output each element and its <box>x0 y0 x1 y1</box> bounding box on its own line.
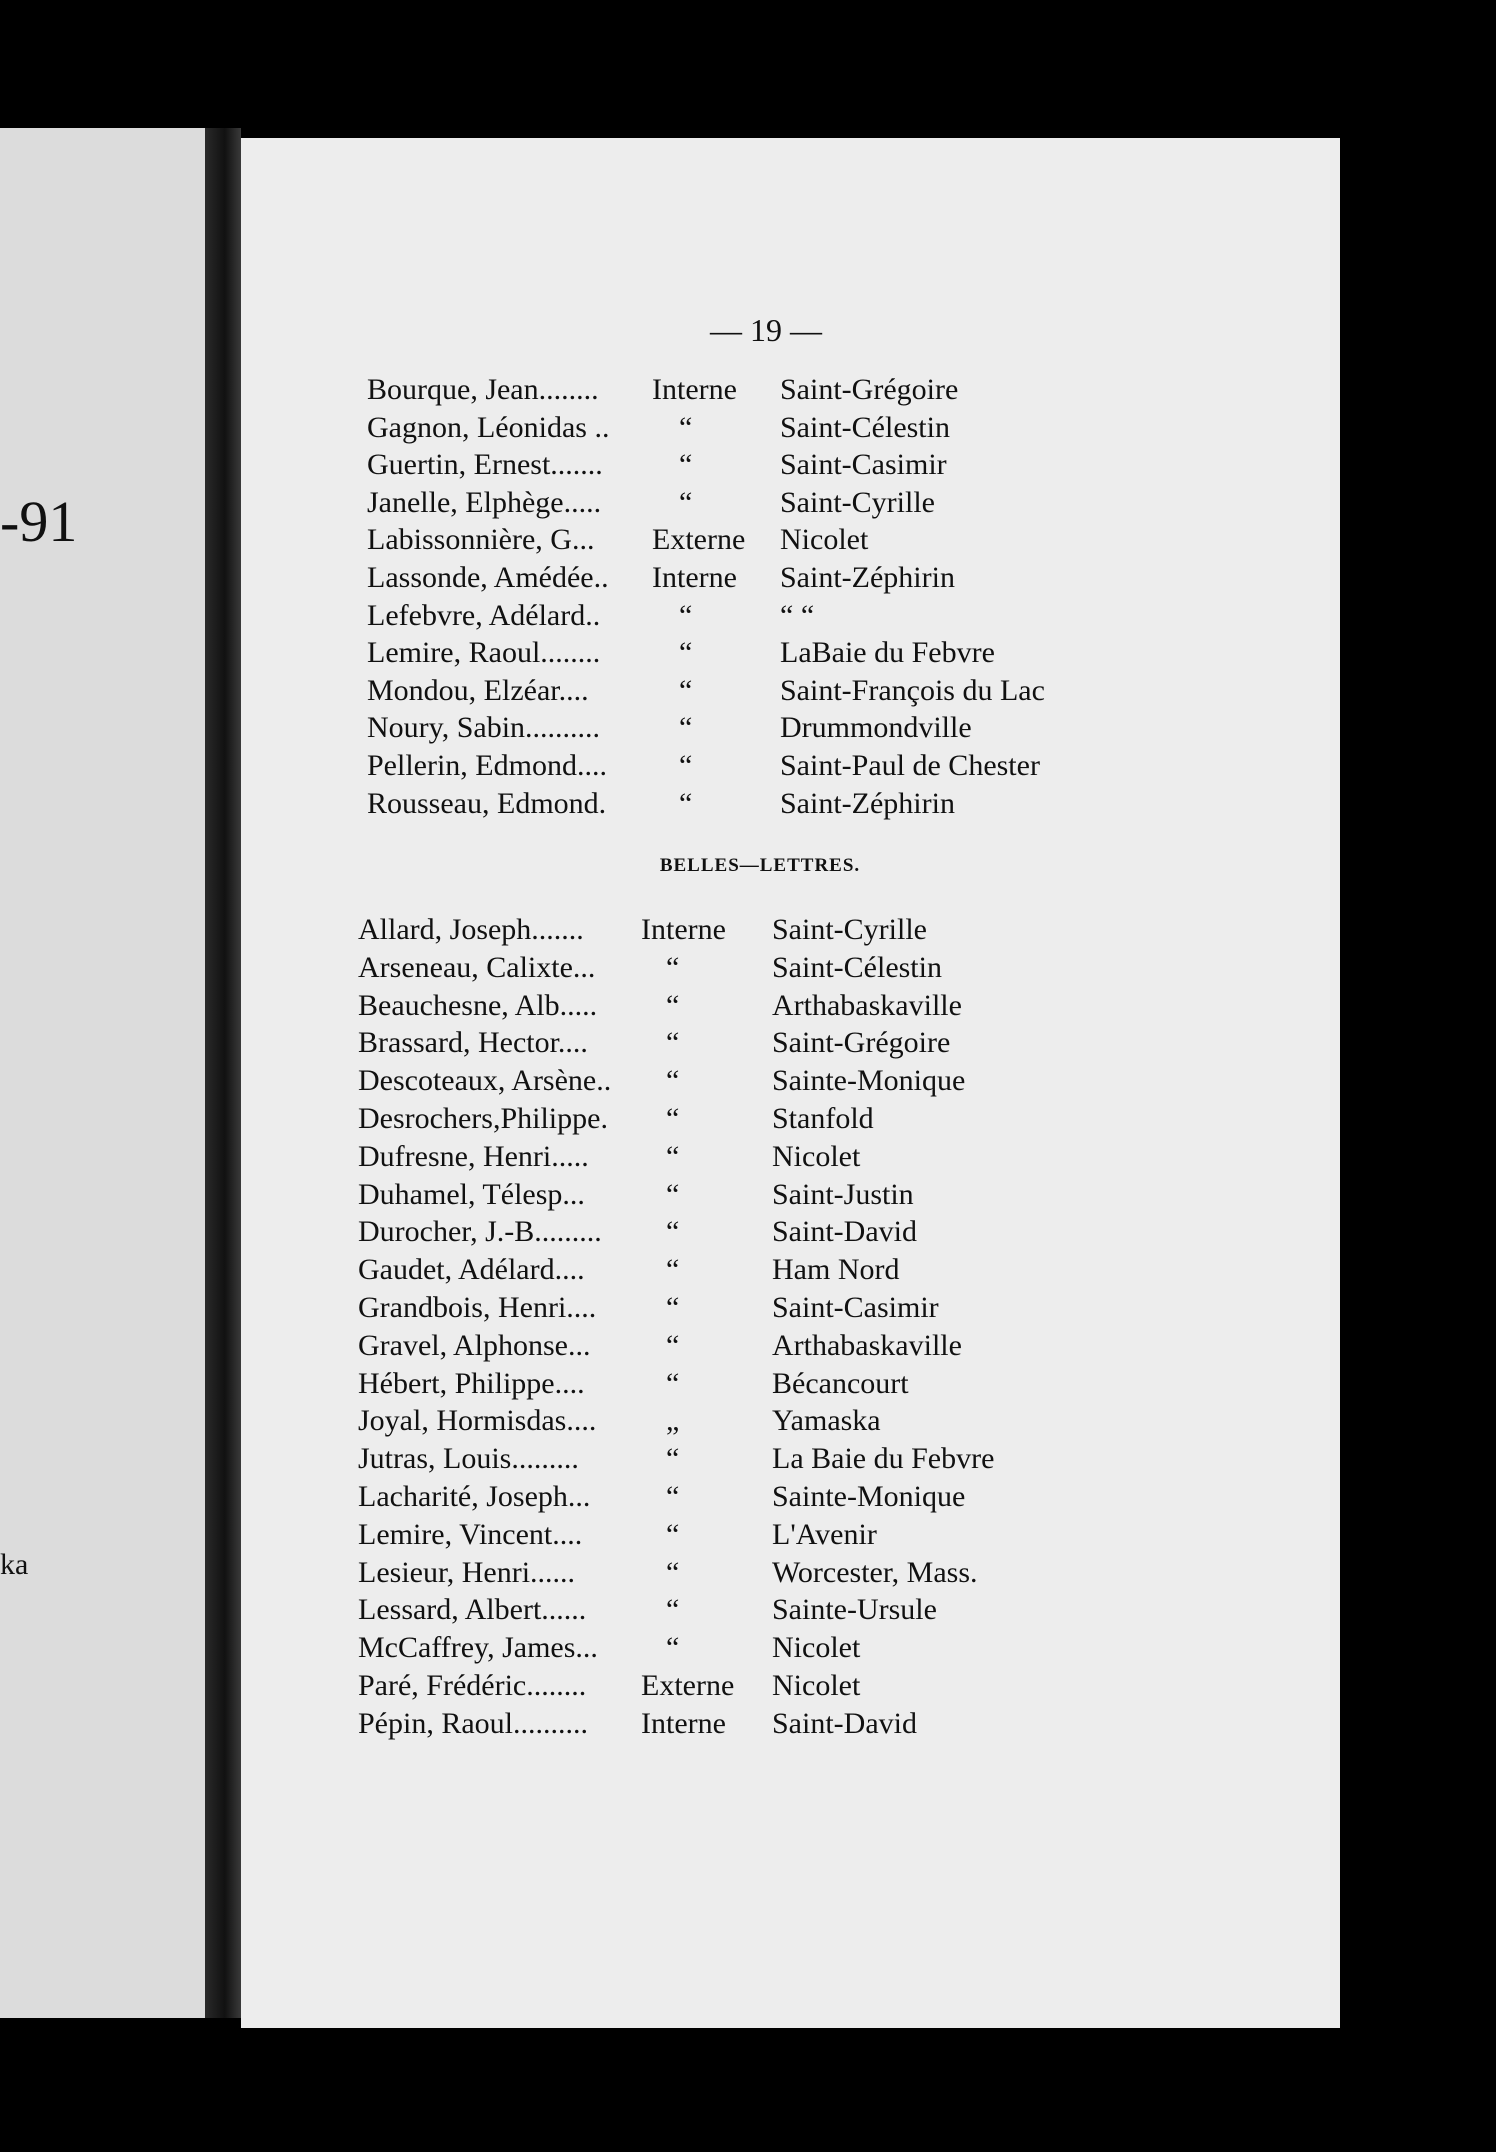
student-place: Sainte-Ursule <box>772 1593 937 1627</box>
student-status: “ <box>666 1177 680 1211</box>
student-name: Durocher, J.-B......... <box>358 1215 602 1249</box>
student-place: Stanfold <box>772 1102 874 1135</box>
student-place: Sainte-Monique <box>772 1480 966 1513</box>
student-place: Bécancourt <box>772 1366 909 1400</box>
student-place: Arthabaskaville <box>772 1328 962 1362</box>
student-status: “ <box>666 1517 680 1551</box>
student-place: Saint-David <box>772 1215 917 1249</box>
student-status: “ <box>666 1328 680 1362</box>
student-name: Gaudet, Adélard.... <box>358 1253 585 1287</box>
section-heading: BELLES—LETTRES. <box>659 855 861 876</box>
student-place: Drummondville <box>780 711 972 745</box>
student-place: Saint-Cyrille <box>772 913 927 946</box>
student-place: Saint-Casimir <box>780 448 947 482</box>
student-name: Janelle, Elphège..... <box>367 485 602 519</box>
student-place: Saint-Justin <box>772 1177 914 1211</box>
student-status: “ <box>666 950 680 984</box>
student-name: Paré, Frédéric........ <box>358 1669 587 1702</box>
student-status: Externe <box>641 1669 735 1702</box>
student-status: “ <box>666 1480 680 1513</box>
student-name: Lemire, Raoul........ <box>367 636 601 670</box>
student-place: Saint-Casimir <box>772 1291 939 1324</box>
page-fold <box>205 128 241 2018</box>
student-name: Bourque, Jean........ <box>367 373 599 406</box>
student-place: Saint-Cyrille <box>780 485 935 519</box>
student-name: Dufresne, Henri..... <box>358 1139 589 1173</box>
student-name: Mondou, Elzéar.... <box>367 673 589 707</box>
left-page-edge <box>0 128 205 2018</box>
student-status: “ <box>666 1253 680 1287</box>
student-name: Duhamel, Télesp... <box>358 1177 585 1211</box>
student-status: Externe <box>652 523 746 557</box>
student-place: Arthabaskaville <box>772 988 962 1022</box>
student-place: La Baie du Febvre <box>772 1442 995 1476</box>
student-place: Nicolet <box>772 1669 861 1702</box>
student-place: “ “ <box>780 598 815 632</box>
student-name: Rousseau, Edmond. <box>367 786 607 820</box>
student-name: Hébert, Philippe.... <box>358 1366 585 1400</box>
student-place: Nicolet <box>772 1631 861 1665</box>
student-status: “ <box>666 1026 680 1060</box>
student-status: Interne <box>641 1706 726 1740</box>
student-name: Lemire, Vincent.... <box>358 1517 583 1551</box>
student-place: LaBaie du Febvre <box>780 636 995 670</box>
student-place: Sainte-Monique <box>772 1064 966 1098</box>
student-place: Nicolet <box>780 523 869 557</box>
student-status: “ <box>666 1102 680 1135</box>
student-name: Pépin, Raoul.......... <box>358 1706 588 1740</box>
student-name: Pellerin, Edmond.... <box>367 749 607 782</box>
student-name: Desrochers,Philippe. <box>358 1102 608 1135</box>
student-place: Saint-Célestin <box>780 410 950 444</box>
student-name: Descoteaux, Arsène.. <box>358 1064 612 1098</box>
student-status: “ <box>679 485 693 519</box>
student-status: Interne <box>652 373 737 406</box>
student-status: “ <box>666 1442 680 1476</box>
student-place: Saint-Grégoire <box>780 373 959 406</box>
left-page-number-fragment: -91 <box>0 489 78 554</box>
student-status: „ <box>666 1404 680 1438</box>
student-name: Lessard, Albert...... <box>358 1593 587 1627</box>
student-place: Saint-Paul de Chester <box>780 749 1040 782</box>
student-place: L'Avenir <box>772 1517 877 1551</box>
student-name: Joyal, Hormisdas.... <box>358 1404 597 1438</box>
student-status: “ <box>679 410 693 444</box>
student-place: Worcester, Mass. <box>772 1555 978 1589</box>
left-page-text-fragment: ka <box>0 1548 29 1581</box>
student-place: Saint-Grégoire <box>772 1026 951 1060</box>
student-status: “ <box>679 749 693 782</box>
student-place: Nicolet <box>772 1139 861 1173</box>
student-name: Lassonde, Amédée.. <box>367 561 609 594</box>
student-name: Guertin, Ernest....... <box>367 448 603 482</box>
student-name: McCaffrey, James... <box>358 1631 598 1665</box>
student-name: Grandbois, Henri.... <box>358 1291 597 1324</box>
student-place: Ham Nord <box>772 1253 900 1287</box>
student-status: “ <box>666 988 680 1022</box>
student-place: Saint-David <box>772 1706 917 1740</box>
student-status: “ <box>666 1555 680 1589</box>
student-place: Saint-Célestin <box>772 950 942 984</box>
student-status: “ <box>679 448 693 482</box>
student-name: Beauchesne, Alb..... <box>358 988 598 1022</box>
student-place: Yamaska <box>772 1404 881 1438</box>
student-name: Labissonnière, G... <box>367 523 595 557</box>
student-status: “ <box>666 1366 680 1400</box>
student-status: “ <box>666 1593 680 1627</box>
student-place: Saint-François du Lac <box>780 673 1045 707</box>
student-name: Noury, Sabin.......... <box>367 711 601 745</box>
student-status: “ <box>679 711 693 745</box>
student-place: Saint-Zéphirin <box>780 786 955 820</box>
student-status: Interne <box>652 561 737 594</box>
student-name: Lesieur, Henri...... <box>358 1555 576 1589</box>
student-name: Gagnon, Léonidas .. <box>367 410 610 444</box>
student-status: “ <box>666 1215 680 1249</box>
student-status: “ <box>666 1291 680 1324</box>
student-name: Allard, Joseph....... <box>358 913 584 946</box>
student-name: Brassard, Hector.... <box>358 1026 588 1060</box>
student-name: Lacharité, Joseph... <box>358 1480 591 1513</box>
student-status: “ <box>679 786 693 820</box>
student-status: “ <box>666 1064 680 1098</box>
student-status: Interne <box>641 913 726 946</box>
student-status: “ <box>679 673 693 707</box>
student-name: Gravel, Alphonse... <box>358 1328 591 1362</box>
student-place: Saint-Zéphirin <box>780 561 955 594</box>
student-name: Arseneau, Calixte... <box>358 950 596 984</box>
page-number: — 19 — <box>710 312 822 348</box>
student-status: “ <box>679 636 693 670</box>
student-name: Jutras, Louis......... <box>358 1442 579 1476</box>
student-status: “ <box>666 1631 680 1665</box>
student-name: Lefebvre, Adélard.. <box>367 598 601 632</box>
student-status: “ <box>679 598 693 632</box>
student-status: “ <box>666 1139 680 1173</box>
